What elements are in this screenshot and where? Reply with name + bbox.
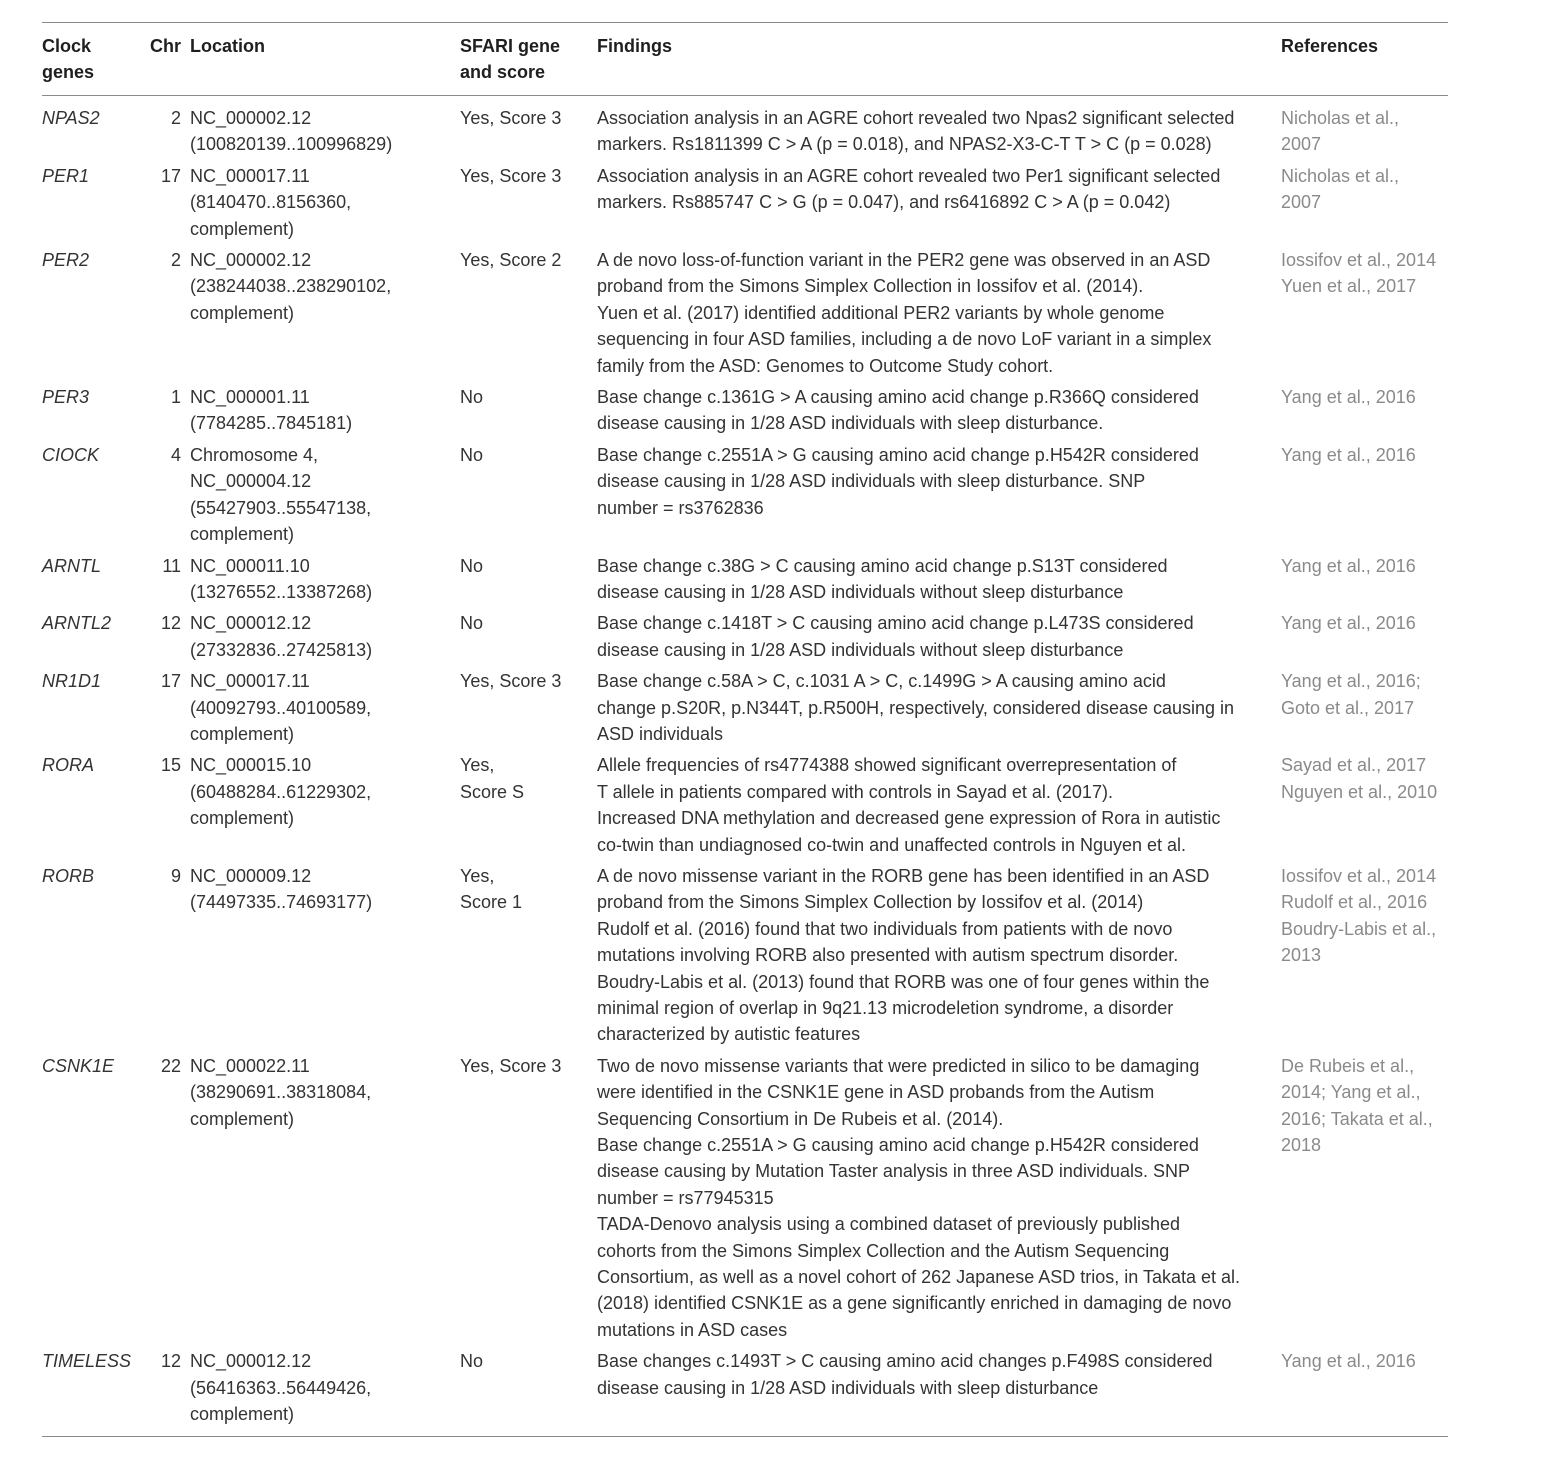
sfari-score [460, 442, 597, 548]
chromosome: 9 [170, 865, 181, 886]
references-line: Nguyen et al., 2010 [1281, 781, 1438, 802]
sfari-score [460, 610, 597, 663]
findings [597, 442, 1281, 548]
references-line: Nicholas et al., [1281, 108, 1400, 128]
location [190, 610, 460, 663]
findings-line: number = rs3762836 [597, 497, 764, 518]
location-line: NC_000009.12 [190, 865, 312, 886]
findings-line: Yuen et al. (2017) identified additional PER2 variants by whole genome [597, 302, 1165, 323]
location-line: NC_000012.12 [190, 1351, 312, 1372]
location-line: (8140470..8156360, [190, 192, 352, 213]
sfari-score-line: Yes, Score 3 [460, 671, 562, 692]
header-references: References [1281, 36, 1379, 56]
location [190, 105, 460, 158]
chromosome: 22 [160, 1055, 181, 1076]
gene-name: CSNK1E [42, 1055, 115, 1076]
sfari-score [460, 752, 597, 858]
findings-line: proband from the Simons Simplex Collection by Iossifov et al. (2014) [597, 892, 1144, 913]
references-line: 2007 [1281, 192, 1322, 213]
sfari-score-line: No [460, 444, 484, 465]
findings [597, 1053, 1281, 1343]
references-line: Iossifov et al., 2014 [1281, 865, 1437, 886]
findings-line: Two de novo missense variants that were predicted in silico to be damaging [597, 1055, 1200, 1076]
location-line: (100820139..100996829) [190, 134, 393, 155]
findings-line: A de novo missense variant in the RORB gene has been identified in an ASD [597, 865, 1210, 886]
table-row [42, 1348, 1448, 1427]
gene-name: TIMELESS [42, 1351, 132, 1372]
location-line: complement) [190, 1108, 295, 1129]
location [190, 668, 460, 747]
sfari-score [460, 668, 597, 747]
table-body [42, 95, 1448, 1428]
sfari-score-line: Score 1 [460, 892, 523, 913]
header-rule [42, 95, 1448, 96]
references [1281, 668, 1448, 747]
findings-line: disease causing in 1/28 ASD individuals with sleep disturbance. SNP [597, 471, 1146, 492]
chromosome: 11 [162, 555, 181, 576]
table-header [42, 22, 1448, 95]
sfari-score-line: Yes, Score 3 [460, 1055, 562, 1076]
findings [597, 384, 1281, 437]
location-line: NC_000017.11 [190, 165, 310, 186]
sfari-score [460, 553, 597, 606]
location-line: NC_000002.12 [190, 250, 312, 271]
gene-name: CIOCK [42, 444, 100, 465]
references-line: Rudolf et al., 2016 [1281, 892, 1428, 913]
location [190, 163, 460, 242]
findings [597, 163, 1281, 242]
sfari-score [460, 1348, 597, 1427]
findings-line: A de novo loss-of-function variant in the PER2 gene was observed in an ASD [597, 250, 1211, 271]
header-sfari: SFARI gene and score [460, 36, 561, 82]
clock-genes-table [42, 22, 1448, 1428]
references-line: 2016; Takata et al., [1281, 1108, 1433, 1129]
location-line: (55427903..55547138, [190, 497, 372, 518]
findings [597, 668, 1281, 747]
findings-line: were identified in the CSNK1E gene in ASD probands from the Autism [597, 1082, 1155, 1103]
references-line: Boudry-Labis et al., [1281, 918, 1437, 939]
sfari-score-line: Score S [460, 781, 525, 802]
location [190, 1053, 460, 1343]
findings-line: proband from the Simons Simplex Collection in Iossifov et al. (2014). [597, 276, 1144, 297]
findings-line: sequencing in four ASD families, including a de novo LoF variant in a simplex [597, 329, 1212, 350]
location-line: NC_000002.12 [190, 108, 312, 128]
gene-name: RORB [42, 865, 95, 886]
findings [597, 752, 1281, 858]
location-line: NC_000022.11 [190, 1055, 310, 1076]
findings-line: mutations involving RORB also presented with autism spectrum disorder. [597, 945, 1179, 966]
header-chr: Chr [150, 36, 181, 56]
header-clock-genes: Clock genes [42, 36, 95, 82]
location-line: NC_000015.10 [190, 755, 312, 776]
location [190, 1348, 460, 1427]
gene-name: ARNTL2 [42, 613, 112, 634]
references-line: 2018 [1281, 1135, 1322, 1156]
findings-line: Boudry-Labis et al. (2013) found that RORB was one of four genes within the [597, 971, 1210, 992]
references-line: Sayad et al., 2017 [1281, 755, 1427, 776]
references [1281, 1348, 1448, 1427]
sfari-score-line: No [460, 1351, 484, 1372]
findings-line: Base change c.2551A > G causing amino acid change p.H542R considered [597, 444, 1199, 465]
findings-line: Allele frequencies of rs4774388 showed significant overrepresentation of [597, 755, 1177, 776]
location-line: (40092793..40100589, [190, 697, 372, 718]
references-line: 2013 [1281, 945, 1322, 966]
findings-line: change p.S20R, p.N344T, p.R500H, respectively, considered disease causing in [597, 697, 1235, 718]
location [190, 553, 460, 606]
location-line: complement) [190, 808, 295, 829]
findings-line: Base change c.2551A > G causing amino acid change p.H542R considered [597, 1135, 1199, 1156]
references [1281, 1053, 1448, 1343]
row-spacer [42, 95, 1448, 105]
gene-name: NPAS2 [42, 108, 100, 128]
chromosome: 4 [170, 444, 181, 465]
sfari-score-line: No [460, 387, 484, 408]
references-line: De Rubeis et al., [1281, 1055, 1415, 1076]
chromosome: 17 [160, 165, 181, 186]
findings-line: Association analysis in an AGRE cohort revealed two Per1 significant selected [597, 165, 1221, 186]
sfari-score-line: Yes, Score 3 [460, 165, 562, 186]
chromosome: 2 [170, 108, 181, 128]
findings-line: mutations in ASD cases [597, 1319, 788, 1340]
location [190, 442, 460, 548]
header-location: Location [190, 36, 265, 56]
references-line: Yang et al., 2016; [1281, 671, 1421, 692]
location [190, 247, 460, 379]
references [1281, 442, 1448, 548]
table-row [42, 442, 1448, 548]
findings [597, 247, 1281, 379]
findings-line: Base changes c.1493T > C causing amino acid changes p.F498S considered [597, 1351, 1213, 1372]
chromosome: 1 [170, 387, 181, 408]
sfari-score-line: Yes, Score 2 [460, 250, 562, 271]
location [190, 752, 460, 858]
sfari-score-line: Yes, [460, 755, 495, 776]
sfari-score [460, 1053, 597, 1343]
findings-line: Base change c.38G > C causing amino acid change p.S13T considered [597, 555, 1168, 576]
findings-line: Increased DNA methylation and decreased gene expression of Rora in autistic [597, 808, 1221, 829]
references-line: Iossifov et al., 2014 [1281, 250, 1437, 271]
location-line: NC_000004.12 [190, 471, 312, 492]
location-line: (13276552..13387268) [190, 581, 373, 602]
findings-line: characterized by autistic features [597, 1024, 861, 1045]
gene-name: PER3 [42, 387, 90, 408]
findings-line: (2018) identified CSNK1E as a gene significantly enriched in damaging de novo [597, 1293, 1232, 1314]
references-line: Yuen et al., 2017 [1281, 276, 1417, 297]
header-findings: Findings [597, 36, 672, 56]
references-line: 2007 [1281, 134, 1322, 155]
findings-line: disease causing in 1/28 ASD individuals without sleep disturbance [597, 581, 1124, 602]
references [1281, 247, 1448, 379]
location-line: (7784285..7845181) [190, 413, 353, 434]
findings [597, 1348, 1281, 1427]
findings-line: cohorts from the Simons Simplex Collection and the Autism Sequencing [597, 1240, 1170, 1261]
location [190, 863, 460, 1048]
sfari-score-line: No [460, 555, 484, 576]
findings-line: T allele in patients compared with controls in Sayad et al. (2017). [597, 781, 1113, 802]
findings-line: Base change c.1361G > A causing amino acid change p.R366Q considered [597, 387, 1199, 408]
references-line: 2014; Yang et al., [1281, 1082, 1421, 1103]
findings-line: Rudolf et al. (2016) found that two individuals from patients with de novo [597, 918, 1173, 939]
sfari-score [460, 105, 597, 158]
findings-line: disease causing in 1/28 ASD individuals without sleep disturbance [597, 639, 1124, 660]
references [1281, 105, 1448, 158]
findings-line: family from the ASD: Genomes to Outcome Study cohort. [597, 355, 1054, 376]
sfari-score [460, 863, 597, 1048]
table-row [42, 105, 1448, 158]
findings-line: markers. Rs885747 C > G (p = 0.047), and rs6416892 C > A (p = 0.042) [597, 192, 1171, 213]
findings-line: Consortium, as well as a novel cohort of 262 Japanese ASD trios, in Takata et al. [597, 1267, 1241, 1288]
findings [597, 610, 1281, 663]
references-line: Yang et al., 2016 [1281, 613, 1416, 634]
location-line: complement) [190, 524, 295, 545]
sfari-score [460, 384, 597, 437]
references [1281, 752, 1448, 858]
references-line: Yang et al., 2016 [1281, 1351, 1416, 1372]
findings-line: TADA-Denovo analysis using a combined dataset of previously published [597, 1214, 1180, 1235]
chromosome: 12 [160, 1351, 181, 1372]
references [1281, 553, 1448, 606]
table-row [42, 863, 1448, 1048]
location-line: (38290691..38318084, [190, 1082, 372, 1103]
gene-name: PER2 [42, 250, 90, 271]
bottom-rule [42, 1436, 1448, 1437]
gene-name: PER1 [42, 165, 90, 186]
location-line: (27332836..27425813) [190, 639, 373, 660]
findings-line: co-twin than undiagnosed co-twin and unaffected controls in Nguyen et al. [597, 834, 1187, 855]
chromosome: 17 [160, 671, 181, 692]
location-line: (60488284..61229302, [190, 781, 372, 802]
chromosome: 12 [160, 613, 181, 634]
location-line: (74497335..74693177) [190, 892, 373, 913]
location-line: complement) [190, 723, 295, 744]
table-row [42, 163, 1448, 242]
references-line: Yang et al., 2016 [1281, 555, 1416, 576]
findings-line: minimal region of overlap in 9q21.13 microdeletion syndrome, a disorder [597, 998, 1174, 1018]
gene-name: RORA [42, 755, 95, 776]
findings-line: disease causing in 1/28 ASD individuals with sleep disturbance. [597, 413, 1104, 434]
sfari-score-line: Yes, Score 3 [460, 108, 562, 128]
references-line: Yang et al., 2016 [1281, 387, 1416, 408]
location-line: NC_000011.10 [190, 555, 310, 576]
location-line: complement) [190, 1404, 295, 1425]
chromosome: 15 [160, 755, 181, 776]
references-line: Yang et al., 2016 [1281, 444, 1416, 465]
table-row [42, 247, 1448, 379]
location-line: NC_000001.11 [190, 387, 310, 408]
references [1281, 163, 1448, 242]
findings-line: disease causing by Mutation Taster analysis in three ASD individuals. SNP [597, 1161, 1190, 1182]
references [1281, 863, 1448, 1048]
findings [597, 105, 1281, 158]
sfari-score [460, 247, 597, 379]
table-row [42, 1053, 1448, 1343]
location-line: NC_000017.11 [190, 671, 310, 692]
findings [597, 863, 1281, 1048]
findings-line: Base change c.58A > C, c.1031 A > C, c.1499G > A causing amino acid [597, 671, 1166, 692]
location-line: NC_000012.12 [190, 613, 312, 634]
table-row [42, 553, 1448, 606]
findings-line: Association analysis in an AGRE cohort revealed two Npas2 significant selected [597, 108, 1235, 128]
references [1281, 610, 1448, 663]
location [190, 384, 460, 437]
table-row [42, 384, 1448, 437]
location-line: (238244038..238290102, [190, 276, 392, 297]
chromosome: 2 [170, 250, 181, 271]
findings-line: Sequencing Consortium in De Rubeis et al. (2014). [597, 1108, 1004, 1129]
findings-line: Base change c.1418T > C causing amino acid change p.L473S considered [597, 613, 1194, 634]
table-row [42, 610, 1448, 663]
references [1281, 384, 1448, 437]
findings [597, 553, 1281, 606]
location-line: complement) [190, 302, 295, 323]
gene-name: NR1D1 [42, 671, 102, 692]
findings-line: markers. Rs1811399 C > A (p = 0.018), and NPAS2-X3-C-T T > C (p = 0.028) [597, 134, 1212, 155]
findings-line: number = rs77945315 [597, 1187, 774, 1208]
sfari-score [460, 163, 597, 242]
location-line: complement) [190, 218, 295, 239]
references-line: Nicholas et al., [1281, 165, 1400, 186]
gene-name: ARNTL [42, 555, 102, 576]
table-row [42, 668, 1448, 747]
sfari-score-line: Yes, [460, 865, 495, 886]
findings-line: ASD individuals [597, 723, 724, 744]
table-row [42, 752, 1448, 858]
references-line: Goto et al., 2017 [1281, 697, 1415, 718]
sfari-score-line: No [460, 613, 484, 634]
findings-line: disease causing in 1/28 ASD individuals with sleep disturbance [597, 1377, 1099, 1398]
location-line: (56416363..56449426, [190, 1377, 372, 1398]
location-line: Chromosome 4, [190, 444, 319, 465]
